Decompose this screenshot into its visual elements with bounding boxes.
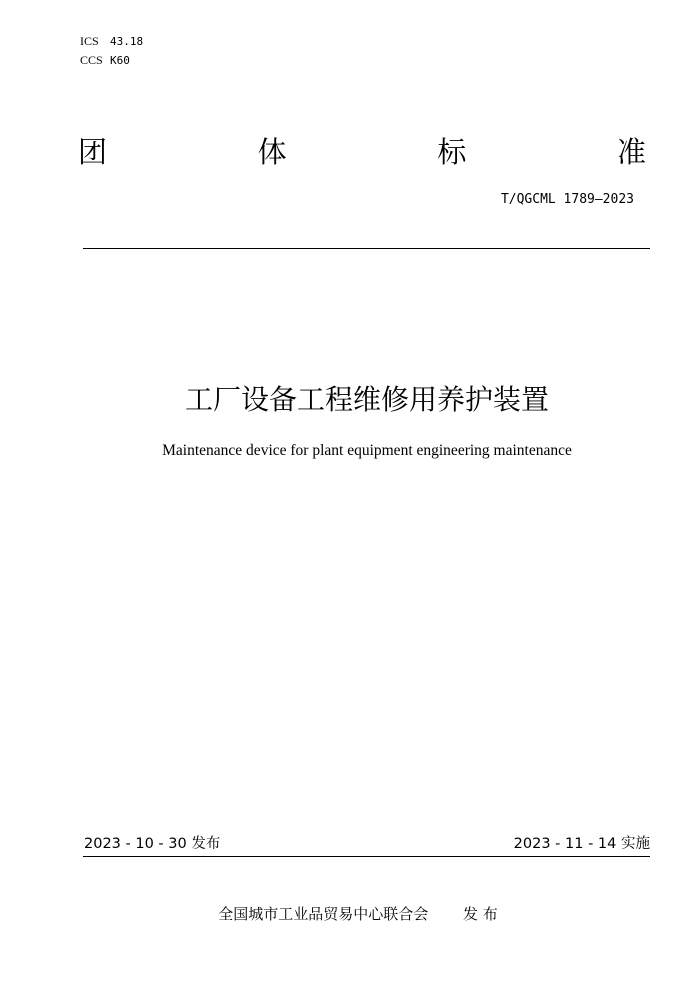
header-divider bbox=[83, 248, 650, 249]
footer-divider bbox=[83, 856, 650, 857]
standard-number: T/QGCML 1789—2023 bbox=[500, 192, 634, 207]
standard-type-char: 标 bbox=[437, 135, 467, 169]
standard-type-heading bbox=[78, 132, 646, 172]
issuer-action: 发 布 bbox=[463, 905, 498, 923]
ics-value: 43.18 bbox=[110, 35, 144, 48]
date-row bbox=[84, 834, 650, 854]
standard-type-char: 体 bbox=[257, 135, 287, 169]
title-english: Maintenance device for plant equipment engineering maintenance bbox=[162, 442, 572, 459]
standard-type-char: 团 bbox=[78, 135, 108, 169]
standard-type-char: 准 bbox=[616, 135, 646, 169]
ccs-row bbox=[80, 51, 143, 70]
issuer-organization: 全国城市工业品贸易中心联合会 bbox=[218, 905, 429, 923]
publish-date: 2023 - 10 - 30 发布 bbox=[84, 836, 221, 852]
ics-row bbox=[80, 32, 143, 51]
ccs-label: CCS bbox=[80, 53, 103, 67]
ccs-value: K60 bbox=[110, 54, 130, 67]
issuer-line bbox=[0, 903, 700, 925]
title-chinese: 工厂设备工程维修用养护装置 bbox=[184, 383, 549, 416]
classification-codes bbox=[80, 32, 143, 70]
ics-label: ICS bbox=[80, 34, 99, 48]
implement-date: 2023 - 11 - 14 实施 bbox=[513, 836, 650, 852]
